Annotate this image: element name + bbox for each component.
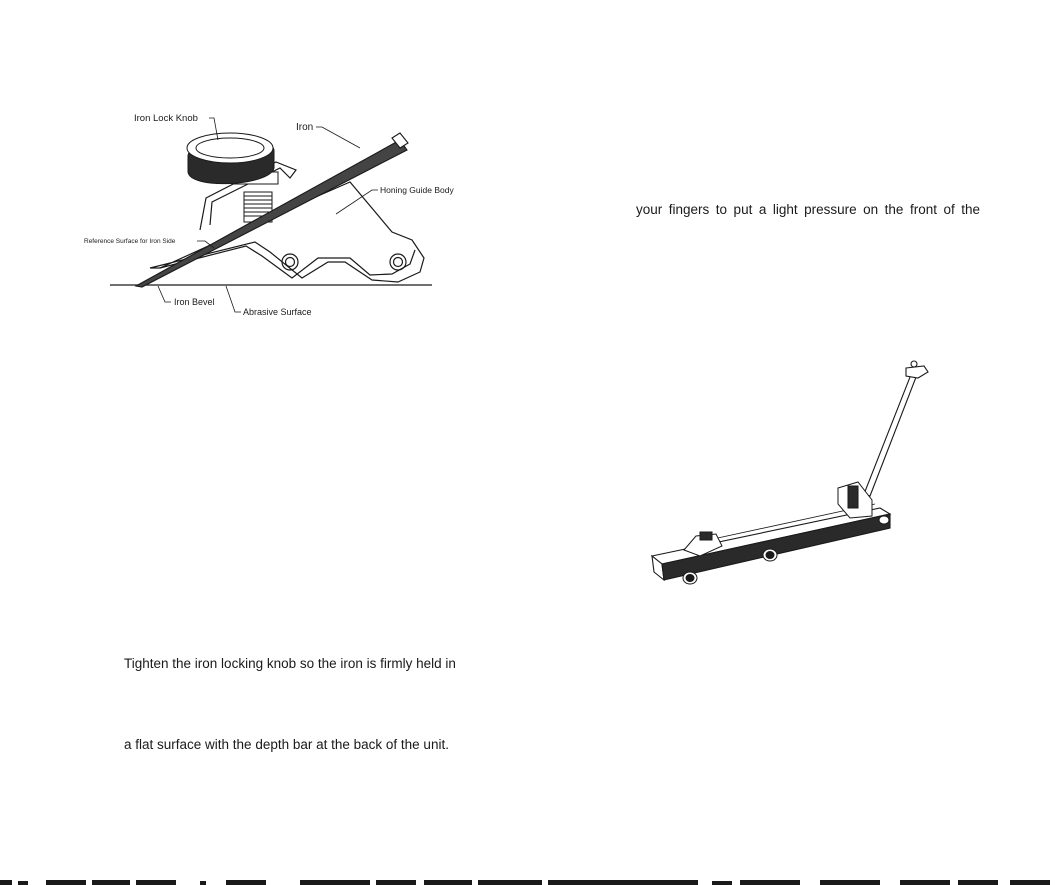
left-text-line-1: Tighten the iron locking knob so the iron is firmly held in — [124, 656, 456, 671]
label-iron-bevel: Iron Bevel — [174, 297, 215, 307]
honing-guide-body-shape — [150, 162, 424, 282]
honing-guide-diagram — [75, 110, 454, 330]
cropped-text-fragments — [0, 880, 1055, 885]
right-text-line: your fingers to put a light pressure on the front of the — [636, 202, 980, 217]
label-iron: Iron — [296, 122, 314, 133]
iron-lock-knob — [187, 133, 274, 184]
depth-bar-rod — [864, 361, 928, 496]
label-honing-guide-body: Honing Guide Body — [380, 185, 454, 195]
label-reference-surface: Reference Surface for Iron Side — [84, 238, 176, 245]
label-iron-lock-knob: Iron Lock Knob — [134, 113, 198, 124]
label-abrasive-surface: Abrasive Surface — [243, 307, 312, 317]
sharpening-jig-illustration — [645, 355, 950, 595]
left-text-line-2: a flat surface with the depth bar at the back of the unit. — [124, 737, 449, 752]
